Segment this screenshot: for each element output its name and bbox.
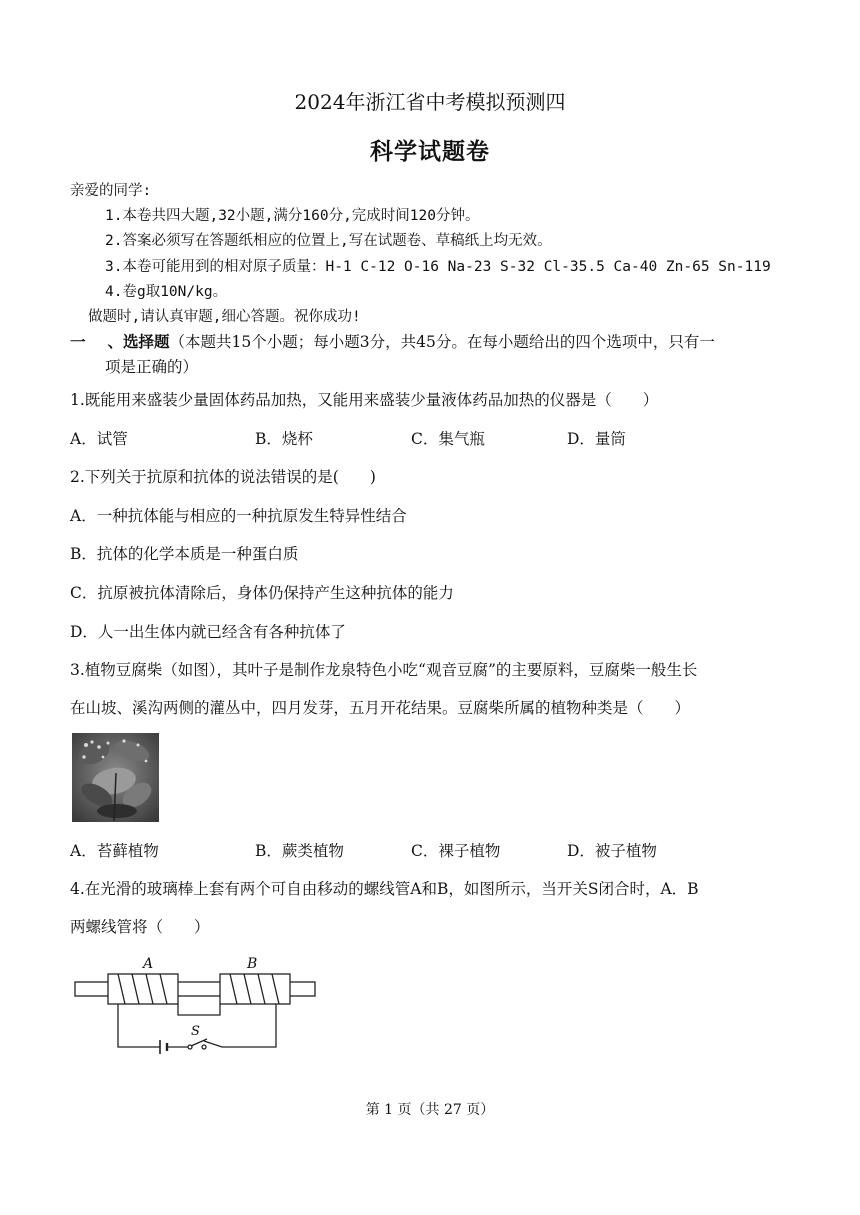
- section-number: 一: [70, 332, 86, 351]
- q1-option-b: B．烧杯: [255, 430, 313, 448]
- solenoid-b-label: B: [247, 956, 258, 972]
- intro-note-2: 2.答案必须写在答题纸相应的位置上,写在试题卷、草稿纸上均无效。: [105, 233, 552, 249]
- switch-s-label: S: [191, 1024, 200, 1039]
- exam-subtitle: 科学试题卷: [370, 139, 490, 165]
- question-3-stem-line2: 在山坡、溪沟两侧的灌丛中，四月发芽，五月开花结果。豆腐柴所属的植物种类是（ ）: [70, 699, 691, 717]
- q3-option-b: B．蕨类植物: [255, 842, 344, 860]
- question-4-stem-line1: 4.在光滑的玻璃棒上套有两个可自由移动的螺线管A和B，如图所示，当开关S闭合时，A．B: [70, 880, 699, 898]
- section-desc: （本题共15个小题；每小题3分，共45分。在每小题给出的四个选项中，只有一: [169, 333, 715, 351]
- intro-note-3: 3.本卷可能用到的相对原子质量：H-1 C-12 O-16 Na-23 S-32 Cl-35.5 Ca-40 Zn-65 Sn-119: [105, 259, 771, 275]
- section-heading: [70, 330, 715, 352]
- q2-option-c: C．抗原被抗体清除后，身体仍保持产生这种抗体的能力: [70, 584, 454, 602]
- intro-note-1: 1.本卷共四大题,32小题,满分160分,完成时间120分钟。: [105, 208, 480, 224]
- solenoid-circuit-diagram: [70, 953, 320, 1058]
- q1-option-d: D．量筒: [567, 430, 626, 448]
- intro-closing: 做题时,请认真审题,细心答题。祝你成功!: [88, 309, 361, 325]
- q1-option-a: A．试管: [70, 430, 128, 448]
- section-desc-cont: 项是正确的）: [105, 358, 199, 376]
- question-3-stem-line1: 3.植物豆腐柴（如图），其叶子是制作龙泉特色小吃“观音豆腐”的主要原料，豆腐柴一般生长: [70, 661, 698, 679]
- exam-title: 2024年浙江省中考模拟预测四: [294, 90, 566, 114]
- greeting: 亲爱的同学:: [70, 183, 152, 199]
- q2-option-d: D．人一出生体内就已经含有各种抗体了: [70, 623, 346, 641]
- solenoid-a-label: A: [143, 956, 154, 972]
- q3-option-d: D．被子植物: [567, 842, 657, 860]
- question-2-stem: 2.下列关于抗原和抗体的说法错误的是( ): [70, 468, 376, 486]
- section-name: 、选择题: [107, 332, 170, 351]
- plant-photo: [72, 733, 159, 822]
- q2-option-b: B．抗体的化学本质是一种蛋白质: [70, 545, 299, 563]
- q3-option-a: A．苔藓植物: [70, 842, 159, 860]
- q1-option-c: C．集气瓶: [411, 430, 485, 448]
- question-1-stem: 1.既能用来盛装少量固体药品加热，又能用来盛装少量液体药品加热的仪器是（ ）: [70, 391, 659, 409]
- question-4-stem-line2: 两螺线管将（ ）: [70, 918, 210, 936]
- intro-note-4: 4.卷g取10N/kg。: [105, 284, 228, 300]
- q2-option-a: A．一种抗体能与相应的一种抗原发生特异性结合: [70, 507, 407, 525]
- page-footer: 第 1 页（共 27 页）: [365, 1102, 495, 1118]
- q3-option-c: C．裸子植物: [411, 842, 501, 860]
